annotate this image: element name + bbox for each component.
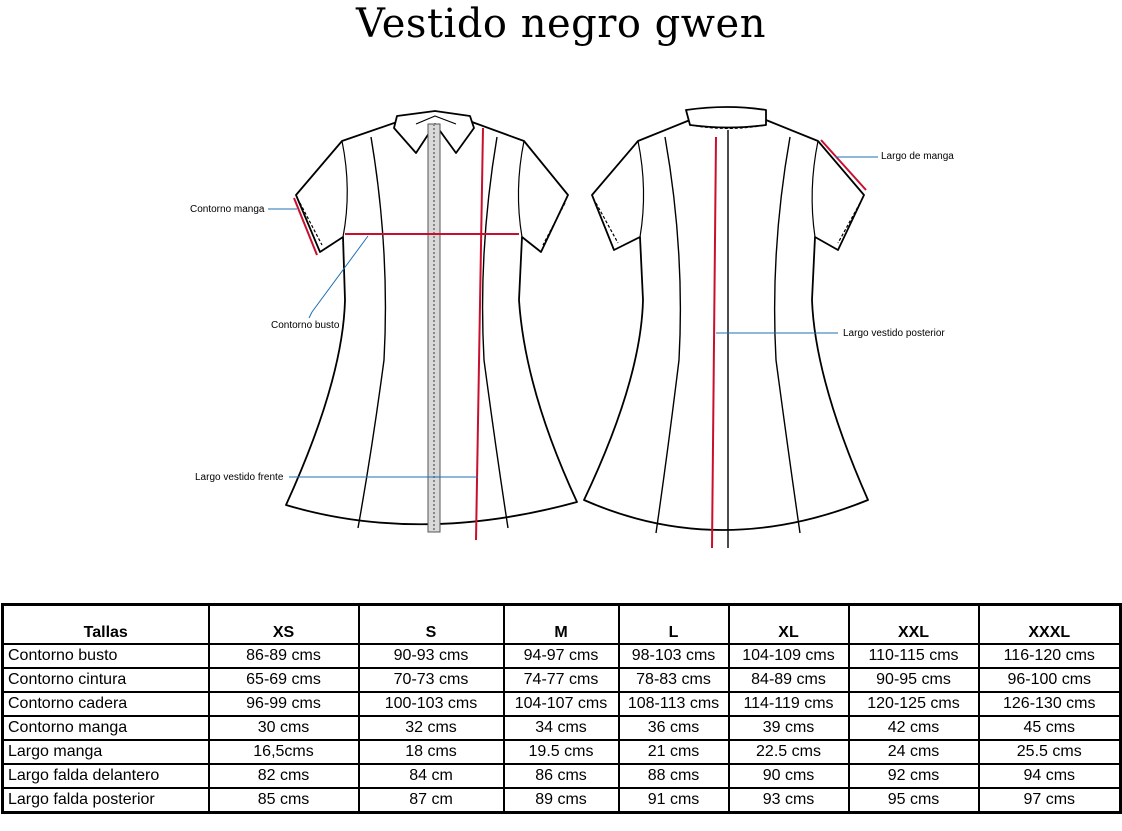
table-cell: 36 cms — [619, 716, 729, 740]
back-dress-outline — [584, 120, 868, 530]
row-label: Contorno cadera — [3, 692, 209, 716]
table-cell: 82 cms — [209, 764, 359, 788]
label-contorno-busto: Contorno busto — [271, 320, 340, 331]
table-cell: 104-107 cms — [504, 692, 619, 716]
front-zipper — [428, 124, 440, 532]
table-cell: 78-83 cms — [619, 668, 729, 692]
table-cell: 116-120 cms — [979, 644, 1121, 668]
table-cell: 39 cms — [729, 716, 849, 740]
size-table-header — [3, 605, 1121, 645]
table-cell: 70-73 cms — [359, 668, 504, 692]
header-size-xs: XS — [209, 605, 359, 645]
table-cell: 19.5 cms — [504, 740, 619, 764]
row-label: Largo manga — [3, 740, 209, 764]
table-cell: 74-77 cms — [504, 668, 619, 692]
table-cell: 94 cms — [979, 764, 1121, 788]
label-largo-de-manga: Largo de manga — [881, 151, 954, 162]
table-row — [3, 740, 1121, 764]
table-cell: 16,5cms — [209, 740, 359, 764]
table-cell: 95 cms — [849, 788, 979, 813]
header-size-m: M — [504, 605, 619, 645]
table-cell: 65-69 cms — [209, 668, 359, 692]
table-cell: 120-125 cms — [849, 692, 979, 716]
table-cell: 90-93 cms — [359, 644, 504, 668]
table-cell: 100-103 cms — [359, 692, 504, 716]
table-cell: 86-89 cms — [209, 644, 359, 668]
table-cell: 30 cms — [209, 716, 359, 740]
table-cell: 21 cms — [619, 740, 729, 764]
row-label: Contorno busto — [3, 644, 209, 668]
table-cell: 90 cms — [729, 764, 849, 788]
page-title: Vestido negro gwen — [356, 1, 766, 47]
row-label: Contorno cintura — [3, 668, 209, 692]
table-cell: 42 cms — [849, 716, 979, 740]
table-cell: 24 cms — [849, 740, 979, 764]
header-size-l: L — [619, 605, 729, 645]
table-cell: 18 cms — [359, 740, 504, 764]
table-cell: 108-113 cms — [619, 692, 729, 716]
header-size-xxxl: XXXL — [979, 605, 1121, 645]
table-cell: 104-109 cms — [729, 644, 849, 668]
row-label: Largo falda posterior — [3, 788, 209, 813]
row-label: Largo falda delantero — [3, 764, 209, 788]
table-cell: 22.5 cms — [729, 740, 849, 764]
table-cell: 93 cms — [729, 788, 849, 813]
header-size-s: S — [359, 605, 504, 645]
size-table — [1, 603, 1122, 814]
table-cell: 88 cms — [619, 764, 729, 788]
table-cell: 98-103 cms — [619, 644, 729, 668]
label-contorno-manga: Contorno manga — [190, 204, 265, 215]
table-cell: 84 cm — [359, 764, 504, 788]
table-cell: 85 cms — [209, 788, 359, 813]
back-collar — [686, 107, 766, 128]
table-cell: 96-100 cms — [979, 668, 1121, 692]
table-row — [3, 692, 1121, 716]
table-cell: 90-95 cms — [849, 668, 979, 692]
table-row — [3, 764, 1121, 788]
header-size-xxl: XXL — [849, 605, 979, 645]
label-largo-vestido-frente: Largo vestido frente — [195, 472, 284, 483]
table-cell: 86 cms — [504, 764, 619, 788]
table-cell: 87 cm — [359, 788, 504, 813]
table-cell: 25.5 cms — [979, 740, 1121, 764]
table-cell: 84-89 cms — [729, 668, 849, 692]
table-cell: 114-119 cms — [729, 692, 849, 716]
back-dress-view — [584, 107, 868, 548]
table-cell: 32 cms — [359, 716, 504, 740]
header-tallas: Tallas — [3, 605, 209, 645]
row-label: Contorno manga — [3, 716, 209, 740]
label-largo-vestido-posterior: Largo vestido posterior — [843, 328, 945, 339]
header-size-xl: XL — [729, 605, 849, 645]
table-cell: 89 cms — [504, 788, 619, 813]
table-cell: 34 cms — [504, 716, 619, 740]
table-cell: 96-99 cms — [209, 692, 359, 716]
table-cell: 126-130 cms — [979, 692, 1121, 716]
table-row — [3, 644, 1121, 668]
table-row — [3, 716, 1121, 740]
table-cell: 92 cms — [849, 764, 979, 788]
table-cell: 94-97 cms — [504, 644, 619, 668]
table-cell: 110-115 cms — [849, 644, 979, 668]
table-cell: 45 cms — [979, 716, 1121, 740]
table-cell: 97 cms — [979, 788, 1121, 813]
table-cell: 91 cms — [619, 788, 729, 813]
table-row — [3, 788, 1121, 813]
table-row — [3, 668, 1121, 692]
